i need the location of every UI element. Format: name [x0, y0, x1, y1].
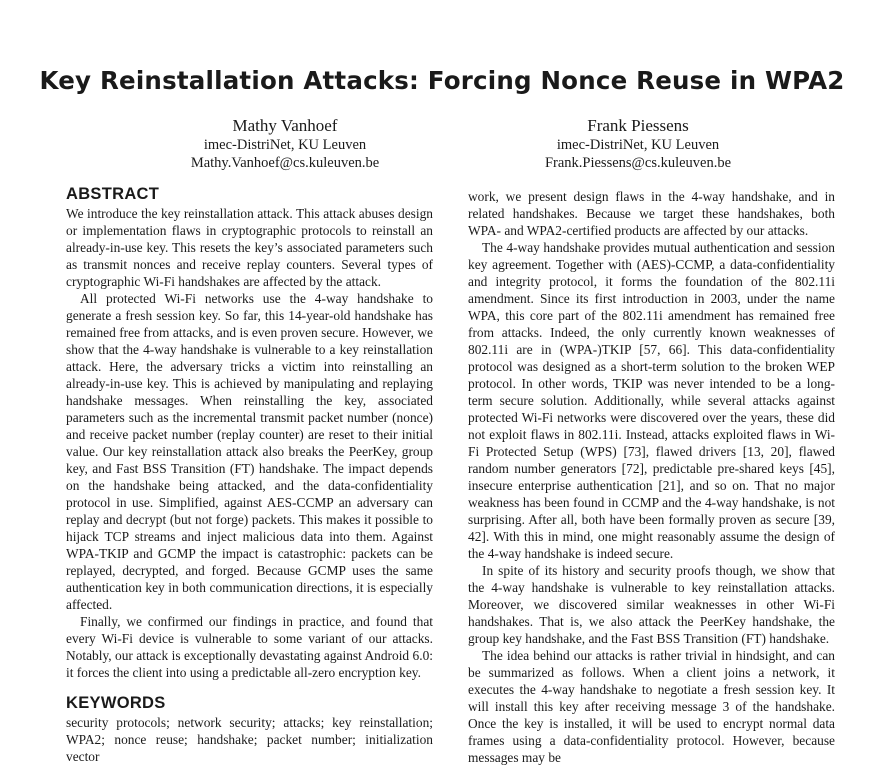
abstract-heading: ABSTRACT: [66, 185, 160, 203]
paper-title: Key Reinstallation Attacks: Forcing Nonce Reuse in WPA2: [39, 66, 845, 95]
abstract-paragraph: We introduce the key reinstallation attack. This attack abuses design or implementation flaws in cryptographic protocols to reinstall an already-in-use key. This resets the key’s associated parameters such as transmit nonces and receive replay counters. Several types of cryptographic Wi-Fi handshakes are affected by the attack.: [66, 206, 433, 289]
author-email: Mathy.Vanhoef@cs.kuleuven.be: [190, 155, 380, 171]
author-email: Frank.Piessens@cs.kuleuven.be: [544, 155, 732, 171]
intro-paragraph: The 4-way handshake provides mutual authentication and session key agreement. Together with (AES)-CCMP, a data-confidentiality and integrity protocol, it forms the foundation of the 802.11i amendment. Since its first introduction in 2003, under the name WPA, this core part of the 802.11i amendment has remained free from attacks. Indeed, the only currently known weaknesses of 802.11i are in (WPA-)TKIP [57, 66]. This data-confidentiality protocol was designed as a short-term solution to the broken WEP protocol. In other words, TKIP was never intended to be a long-term secure solution. Additionally, while several attacks against protected Wi-Fi networks were discovered over the years, these did not exploit flaws in 802.11i. Instead, attacks exploited flaws in Wi-Fi Protected Setup (WPS) [73], flawed drivers [13, 20], flawed random number generators [72], predictable pre-shared keys [45], insecure enterprise authentication [21], and so on. That no major weakness has been found in CCMP and the 4-way handshake, is not surprising. After all, both have been formally proven as secure [39, 42]. With this in mind, one might reasonably assume the design of the 4-way handshake is indeed secure.: [468, 240, 835, 561]
right-column: [468, 188, 835, 766]
intro-paragraph: The idea behind our attacks is rather trivial in hindsight, and can be summarized as follows. When a client joins a network, it executes the 4-way handshake to negotiate a fresh session key. It will install this key after receiving message 3 of the handshake. Once the key is installed, it will be used to encrypt normal data frames using a data-confidentiality protocol. However, because messages may be: [468, 648, 835, 765]
author-name: Frank Piessens: [587, 116, 689, 135]
keywords-text: security protocols; network security; attacks; key reinstallation; WPA2; nonce reuse; handshake; packet number; initialization vector: [66, 715, 433, 764]
left-column: [66, 183, 433, 765]
abstract-paragraph: Finally, we confirmed our findings in practice, and found that every Wi-Fi device is vulnerable to some variant of our attacks. Notably, our attack is exceptionally devastating against Android 6.0: it forces the client into using a predictable all-zero encryption key.: [66, 614, 433, 680]
intro-paragraph: In spite of its history and security proofs though, we show that the 4-way handshake is vulnerable to key reinstallation attacks. Moreover, we discovered similar weaknesses in other Wi-Fi handshakes. That is, we also attack the PeerKey handshake, the group key handshake, and the Fast BSS Transition (FT) handshake.: [468, 563, 835, 646]
abstract-paragraph: All protected Wi-Fi networks use the 4-way handshake to generate a fresh session key. So far, this 14-year-old handshake has remained free from attacks, and is even proven secure. However, we show that the 4-way handshake is vulnerable to a key reinstallation attack. Here, the adversary tricks a victim into reinstalling an already-in-use key. This is achieved by manipulating and replaying handshake messages. When reinstalling the key, associated parameters such as the incremental transmit packet number (nonce) and receive packet number (replay counter) are reset to their initial value. Our key reinstallation attack also breaks the PeerKey, group key, and Fast BSS Transition (FT) handshake. The impact depends on the handshake being attacked, and the data-confidentiality protocol in use. Simplified, against AES-CCMP an adversary can replay and decrypt (but not forge) packets. This makes it possible to hijack TCP streams and inject malicious data into them. Against WPA-TKIP and GCMP the impact is catastrophic: packets can be replayed, decrypted, and forged. Because GCMP uses the same authentication key in both communication directions, it is especially affected.: [66, 291, 433, 612]
author-block-2: [478, 116, 798, 172]
author-block-1: [125, 116, 445, 172]
author-name: Mathy Vanhoef: [232, 116, 338, 135]
intro-paragraph: work, we present design flaws in the 4-way handshake, and in related handshakes. Because we target these handshakes, both WPA- and WPA2-certified products are affected by our attacks.: [468, 189, 835, 238]
author-affiliation: imec-DistriNet, KU Leuven: [556, 137, 720, 153]
author-affiliation: imec-DistriNet, KU Leuven: [203, 137, 367, 153]
keywords-heading: KEYWORDS: [66, 694, 166, 712]
